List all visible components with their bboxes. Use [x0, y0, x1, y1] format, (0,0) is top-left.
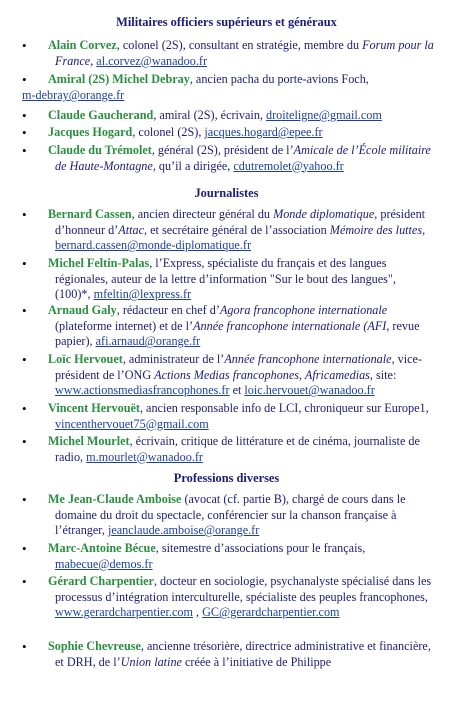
person-name: Sophie Chevreuse: [48, 639, 141, 653]
email-link[interactable]: GC@gerardcharpentier.com: [202, 605, 340, 620]
list-item: • Bernard Cassen, ancien directeur général du Monde diplomatique, président d’honneur d’Attac, et secrétaire général de l’association Mémoire des luttes, bernard.cassen@monde-diplomatique.fr: [22, 207, 426, 253]
email-link[interactable]: m.mourlet@wanadoo.fr: [86, 449, 203, 464]
section-heading-journalistes: Journalistes: [194, 186, 259, 200]
email-link[interactable]: afi.arnaud@orange.fr: [95, 334, 201, 349]
list-item: • Vincent Hervouët, ancien responsable info de LCI, chroniqueur sur Europe1, vincenthervouet75@gmail.com: [22, 401, 429, 431]
person-name: Jacques Hogard: [48, 125, 133, 139]
email-link[interactable]: vincenthervouet75@gmail.com: [55, 416, 209, 431]
list-item: • Jacques Hogard, colonel (2S), jacques.hogard@epee.fr: [22, 125, 323, 140]
person-name: Michel Mourlet: [48, 434, 130, 448]
list-item: • Gérard Charpentier, docteur en sociologie, psychanalyste spécialisé dans les processus d’intégration interculturelle, spécialiste des peuples francophones, www.gerardcharpentier.com , GC@gerardcharpentier.com: [22, 574, 432, 620]
email-link[interactable]: bernard.cassen@monde-diplomatique.fr: [55, 238, 251, 253]
list-item-continuation: [22, 88, 442, 104]
person-name: Gérard Charpentier: [48, 574, 154, 588]
list-item: • Loïc Hervouet, administrateur de l’Année francophone internationale, vice-président de l’ONG Actions Medias francophones, Africamedias, site: www.actionsmediasfrancophones.fr et loic.hervouet@wanadoo.fr: [22, 352, 423, 398]
email-link[interactable]: loic.hervouet@wanadoo.fr: [244, 383, 375, 398]
list-item: • Claude Gaucherand, amiral (2S), écrivain, droiteligne@gmail.com: [22, 108, 382, 123]
email-link[interactable]: al.corvez@wanadoo.fr: [96, 53, 207, 68]
person-name: Marc-Antoine Bécue: [48, 541, 156, 555]
section-heading-professions: Professions diverses: [173, 471, 280, 485]
email-link[interactable]: droiteligne@gmail.com: [266, 108, 382, 122]
list-item: • Arnaud Galy, rédacteur en chef d’Agora francophone internationale (plateforme internet) et de l’Année francophone internationale (AFI, revue papier), afi.arnaud@orange.fr: [22, 303, 420, 349]
person-name: Me Jean-Claude Amboise: [48, 492, 182, 506]
person-name: Claude du Trémolet: [48, 143, 152, 157]
list-item: • Amiral (2S) Michel Debray, ancien pacha du porte-avions Foch,: [22, 72, 369, 87]
person-name: Alain Corvez: [48, 38, 117, 52]
email-link[interactable]: m-debray@orange.fr: [22, 88, 125, 102]
email-link[interactable]: mfeltin@lexpress.fr: [93, 287, 192, 302]
website-link[interactable]: www.actionsmediasfrancophones.fr: [55, 383, 230, 398]
list-item: • Michel Mourlet, écrivain, critique de littérature et de cinéma, journaliste de radio, m.mourlet@wanadoo.fr: [22, 434, 420, 464]
person-name: Loïc Hervouet: [48, 352, 123, 366]
list-item: • Alain Corvez, colonel (2S), consultant en stratégie, membre du Forum pour la France, al.corvez@wanadoo.fr: [22, 38, 434, 68]
person-name: Amiral (2S) Michel Debray: [48, 72, 190, 86]
person-name: Arnaud Galy: [48, 303, 117, 317]
person-name: Michel Feltin-Palas: [48, 256, 150, 270]
list-item: • Michel Feltin-Palas, l’Express, spécialiste du français et des langues régionales, auteur de la lettre d’information "Sur le bout des langues", (100)*, mfeltin@lexpress.fr: [22, 256, 396, 302]
website-link[interactable]: www.gerardcharpentier.com: [55, 605, 193, 620]
email-link[interactable]: mabecue@demos.fr: [55, 556, 153, 571]
person-name: Vincent Hervouët: [48, 401, 140, 415]
person-name: Claude Gaucherand: [48, 108, 154, 122]
list-item: • Sophie Chevreuse, ancienne trésorière, directrice administrative et financière, et DRH, de l’Union latine créée à l’initiative de Philippe: [22, 639, 431, 669]
email-link[interactable]: cdutremolet@yahoo.fr: [233, 158, 344, 173]
list-item: • Claude du Trémolet, général (2S), président de l’Amicale de l’École militaire de Haute-Montagne, qu’il a dirigée, cdutremolet@yahoo.fr: [22, 143, 431, 173]
list-item: • Marc-Antoine Bécue, sitemestre d’associations pour le français, mabecue@demos.fr: [22, 541, 366, 571]
email-link[interactable]: jeanclaude.amboise@orange.fr: [107, 523, 260, 538]
email-link[interactable]: jacques.hogard@epee.fr: [204, 125, 323, 139]
bullet: •: [22, 38, 27, 53]
section-heading-militaires: Militaires officiers supérieurs et généraux: [116, 15, 337, 29]
list-item: • Me Jean-Claude Amboise (avocat (cf. partie B), chargé de cours dans le domaine du droit du spectacle, conférencier sur la chanson française à l’étranger, jeanclaude.amboise@orange.fr: [22, 492, 406, 538]
person-name: Bernard Cassen: [48, 207, 132, 221]
